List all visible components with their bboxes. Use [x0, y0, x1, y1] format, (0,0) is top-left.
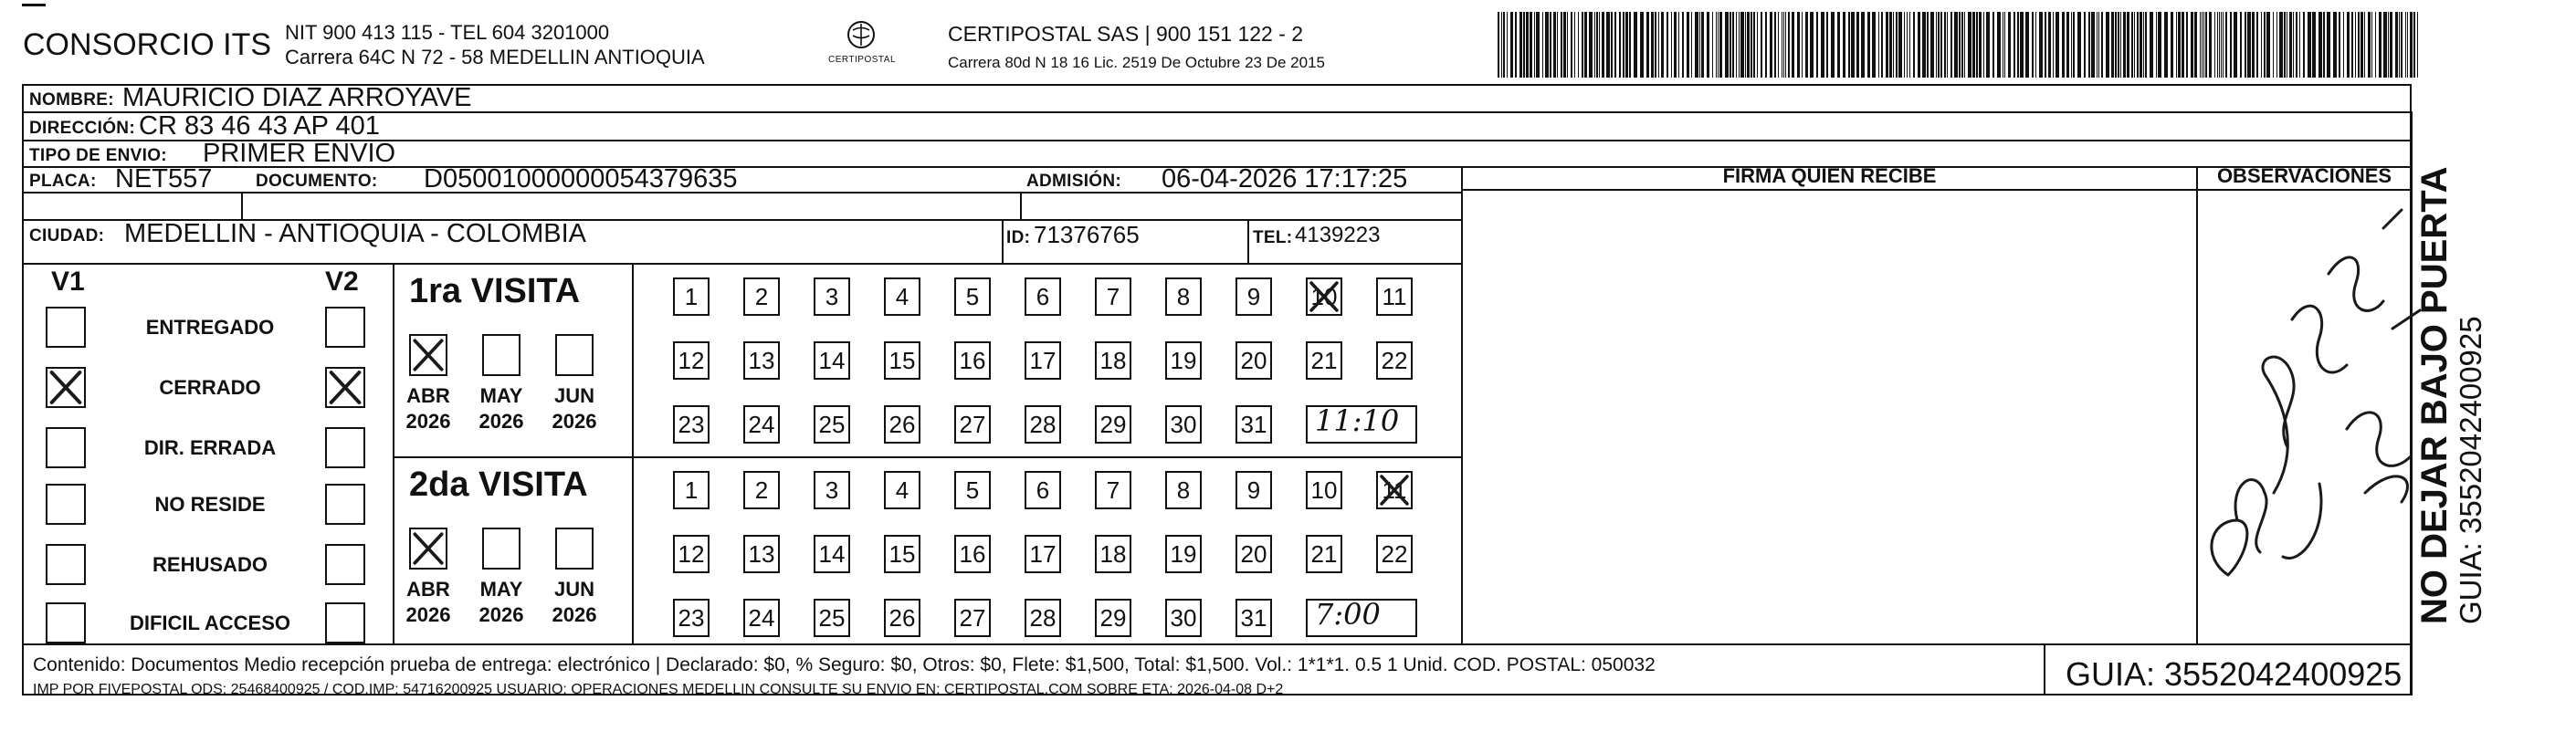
- day-box[interactable]: 4: [884, 277, 920, 316]
- day-box[interactable]: 19: [1165, 341, 1202, 380]
- handwritten-time: 11:10: [1315, 403, 1400, 438]
- day-box[interactable]: 22: [1376, 341, 1413, 380]
- day-box[interactable]: 5: [954, 471, 991, 509]
- month-checkbox[interactable]: [555, 334, 594, 376]
- month-label: [469, 577, 533, 628]
- day-box[interactable]: 1: [673, 277, 710, 316]
- imp-line: IMP POR FIVEPOSTAL ODS: 25468400925 / COD.IMP: 54716200925 USUARIO: OPERACIONES MEDELLIN CONSULTE SU ENVIO EN: CERTIPOSTAL.COM SOBRE ETA: 2026-04-08 D+2: [33, 682, 1284, 697]
- documento-label: DOCUMENTO:: [256, 172, 378, 191]
- month-label: [469, 383, 533, 434]
- day-box[interactable]: 25: [814, 405, 850, 444]
- day-box[interactable]: 6: [1025, 471, 1061, 509]
- day-box[interactable]: 7: [1095, 471, 1131, 509]
- nit-line: NIT 900 413 115 - TEL 604 3201000: [285, 21, 610, 44]
- placa-label: PLACA:: [29, 172, 97, 191]
- courier-info: [948, 20, 1325, 77]
- courier-line: CERTIPOSTAL SAS | 900 151 122 - 2: [948, 22, 1304, 46]
- month-name: ABR: [406, 578, 450, 601]
- day-box[interactable]: 15: [884, 535, 920, 573]
- status-option-label: DIR. ERRADA: [143, 436, 277, 459]
- time-entry-box[interactable]: [1306, 599, 1417, 637]
- day-box[interactable]: 24: [743, 599, 780, 637]
- direccion-value: CR 83 46 43 AP 401: [139, 111, 380, 141]
- month-checkbox[interactable]: [409, 334, 447, 376]
- status-option-label: ENTREGADO: [145, 316, 275, 339]
- day-box[interactable]: 26: [884, 599, 920, 637]
- col-divider: [1461, 166, 1463, 643]
- tel-label: TEL:: [1253, 228, 1293, 247]
- day-box[interactable]: 18: [1095, 535, 1131, 573]
- col-divider: [1247, 219, 1249, 263]
- row-divider: [393, 456, 1463, 458]
- v1-checkbox[interactable]: [46, 307, 86, 348]
- month-checkbox[interactable]: [555, 528, 594, 570]
- day-box[interactable]: 24: [743, 405, 780, 444]
- col-divider: [393, 263, 394, 643]
- day-box[interactable]: 19: [1165, 535, 1202, 573]
- time-entry-box[interactable]: [1306, 405, 1417, 444]
- row-divider: [22, 263, 1463, 265]
- guia-number: GUIA: 3552042400925: [2066, 655, 2403, 693]
- day-box[interactable]: 11: [1376, 471, 1413, 509]
- day-box[interactable]: 11: [1376, 277, 1413, 316]
- id-label: ID:: [1006, 228, 1031, 247]
- status-option-label: CERRADO: [159, 376, 261, 399]
- day-box[interactable]: 21: [1306, 535, 1342, 573]
- day-box[interactable]: 2: [743, 277, 780, 316]
- day-box[interactable]: 30: [1165, 599, 1202, 637]
- license-line: Carrera 80d N 18 16 Lic. 2519 De Octubre 23 De 2015: [948, 54, 1325, 71]
- day-box[interactable]: 8: [1165, 471, 1202, 509]
- status-option-label: REHUSADO: [152, 553, 268, 576]
- month-checkbox[interactable]: [409, 528, 447, 570]
- day-box[interactable]: 23: [673, 405, 710, 444]
- v2-checkbox[interactable]: [325, 367, 365, 408]
- tipo-envio-label: TIPO DE ENVIO:: [29, 146, 167, 165]
- month-year: 2026: [478, 410, 524, 433]
- day-box[interactable]: 6: [1025, 277, 1061, 316]
- month-checkbox[interactable]: [482, 334, 520, 376]
- day-box[interactable]: 13: [743, 535, 780, 573]
- day-box[interactable]: 29: [1095, 599, 1131, 637]
- v1-checkbox[interactable]: [46, 602, 86, 643]
- month-label: [542, 383, 606, 434]
- day-box[interactable]: 18: [1095, 341, 1131, 380]
- barcode: [1498, 12, 2422, 78]
- month-year: 2026: [478, 603, 524, 626]
- day-box[interactable]: 26: [884, 405, 920, 444]
- visit-title: 1ra VISITA: [409, 272, 581, 310]
- day-box[interactable]: 7: [1095, 277, 1131, 316]
- address-line: Carrera 64C N 72 - 58 MEDELLIN ANTIOQUIA: [285, 46, 705, 68]
- day-box[interactable]: 15: [884, 341, 920, 380]
- side-notice: [2414, 113, 2487, 624]
- col-divider: [1002, 219, 1004, 263]
- day-box[interactable]: 27: [954, 405, 991, 444]
- month-name: MAY: [479, 384, 523, 407]
- day-box[interactable]: 31: [1235, 599, 1272, 637]
- admision-value: 06-04-2026 17:17:25: [1162, 164, 1408, 193]
- day-box[interactable]: 3: [814, 277, 850, 316]
- tel-value: 4139223: [1295, 223, 1381, 247]
- month-label: [396, 577, 460, 628]
- v2-checkbox[interactable]: [325, 427, 365, 468]
- day-box[interactable]: 21: [1306, 341, 1342, 380]
- month-name: MAY: [479, 578, 523, 601]
- day-box[interactable]: 5: [954, 277, 991, 316]
- day-box[interactable]: 25: [814, 599, 850, 637]
- month-label: [396, 383, 460, 434]
- nombre-label: NOMBRE:: [29, 90, 114, 110]
- top-dash: [22, 4, 46, 6]
- company-name: CONSORCIO ITS: [23, 27, 272, 62]
- day-box[interactable]: 8: [1165, 277, 1202, 316]
- nombre-value: MAURICIO DIAZ ARROYAVE: [122, 83, 472, 112]
- day-box[interactable]: 9: [1235, 277, 1272, 316]
- tipo-envio-value: PRIMER ENVIO: [203, 139, 396, 168]
- day-box[interactable]: 28: [1025, 599, 1061, 637]
- v1-checkbox[interactable]: [46, 544, 86, 585]
- v2-checkbox[interactable]: [325, 602, 365, 643]
- company-info: [285, 20, 705, 69]
- month-checkbox[interactable]: [482, 528, 520, 570]
- day-box[interactable]: 12: [673, 341, 710, 380]
- day-box[interactable]: 4: [884, 471, 920, 509]
- day-box[interactable]: 29: [1095, 405, 1131, 444]
- day-box[interactable]: 10: [1306, 277, 1342, 316]
- month-year: 2026: [552, 603, 597, 626]
- id-value: 71376765: [1034, 221, 1140, 248]
- v1-checkbox[interactable]: [46, 367, 86, 408]
- day-box[interactable]: 16: [954, 535, 991, 573]
- day-box[interactable]: 3: [814, 471, 850, 509]
- col-divider: [2044, 643, 2045, 695]
- logo-text: CERTIPOSTAL: [827, 55, 897, 65]
- day-box[interactable]: 23: [673, 599, 710, 637]
- col-divider: [1020, 192, 1022, 219]
- day-box[interactable]: 28: [1025, 405, 1061, 444]
- v1-header: V1: [51, 267, 85, 297]
- day-box[interactable]: 16: [954, 341, 991, 380]
- day-box[interactable]: 2: [743, 471, 780, 509]
- v2-checkbox[interactable]: [325, 544, 365, 585]
- handwritten-time: 7:00: [1315, 597, 1381, 632]
- visit-title: 2da VISITA: [409, 465, 588, 504]
- firma-header: FIRMA QUIEN RECIBE: [1722, 164, 1937, 187]
- day-box[interactable]: 1: [673, 471, 710, 509]
- ciudad-value: MEDELLIN - ANTIOQUIA - COLOMBIA: [124, 219, 586, 248]
- v1-checkbox[interactable]: [46, 427, 86, 468]
- day-box[interactable]: 30: [1165, 405, 1202, 444]
- handwritten-signature: [2173, 192, 2438, 621]
- contenido-line: Contenido: Documentos Medio recepción prueba de entrega: electrónico | Declarado: $0, % Seguro: $0, Otros: $0, Flete: $1,500, Total: $1,500. Vol.: 1*1*1. 0.5 1 Unid. COD. POSTAL: 050032: [33, 654, 1656, 675]
- status-option-label: NO RESIDE: [154, 493, 266, 516]
- day-box[interactable]: 20: [1235, 535, 1272, 573]
- col-divider: [632, 263, 634, 643]
- day-box[interactable]: 27: [954, 599, 991, 637]
- direccion-label: DIRECCIÓN:: [29, 119, 135, 138]
- day-box[interactable]: 31: [1235, 405, 1272, 444]
- day-box[interactable]: 17: [1025, 535, 1061, 573]
- month-year: 2026: [552, 410, 597, 433]
- month-year: 2026: [405, 603, 451, 626]
- month-name: JUN: [553, 384, 594, 407]
- month-name: JUN: [553, 578, 594, 601]
- col-divider: [241, 192, 243, 219]
- documento-value: D05001000000054379635: [424, 164, 738, 193]
- v2-checkbox[interactable]: [325, 307, 365, 348]
- day-box[interactable]: 10: [1306, 471, 1342, 509]
- day-box[interactable]: 14: [814, 341, 850, 380]
- v2-header: V2: [325, 267, 359, 297]
- day-box[interactable]: 22: [1376, 535, 1413, 573]
- row-divider: [22, 643, 2412, 645]
- observaciones-header: OBSERVACIONES: [2216, 164, 2392, 187]
- row-divider: [1463, 189, 2412, 191]
- day-box[interactable]: 17: [1025, 341, 1061, 380]
- v2-checkbox[interactable]: [325, 484, 365, 525]
- day-box[interactable]: 14: [814, 535, 850, 573]
- month-label: [542, 577, 606, 628]
- placa-value: NET557: [115, 164, 213, 193]
- month-year: 2026: [405, 410, 451, 433]
- admision-label: ADMISIÓN:: [1026, 172, 1122, 191]
- day-box[interactable]: 9: [1235, 471, 1272, 509]
- v1-checkbox[interactable]: [46, 484, 86, 525]
- day-box[interactable]: 12: [673, 535, 710, 573]
- status-option-label: DIFICIL ACCESO: [129, 612, 290, 634]
- day-box[interactable]: 20: [1235, 341, 1272, 380]
- ciudad-label: CIUDAD:: [29, 226, 105, 246]
- no-dejar-notice: NO DEJAR BAJO PUERTA: [2414, 166, 2455, 624]
- month-name: ABR: [406, 384, 450, 407]
- day-box[interactable]: 13: [743, 341, 780, 380]
- side-guia: GUIA: 3552042400925: [2454, 316, 2487, 624]
